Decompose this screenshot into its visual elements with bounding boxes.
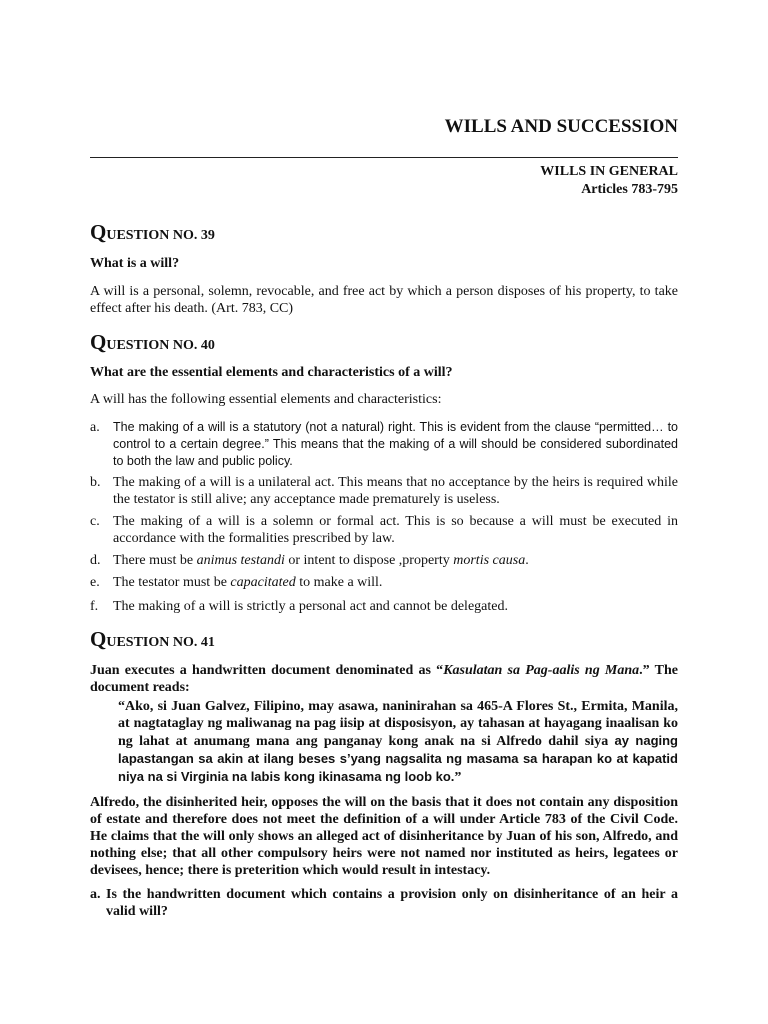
answer-40-intro: A will has the following essential elements and characteristics:: [90, 392, 442, 407]
list-item-text: The making of a will is a unilateral act. This means that no acceptance by the heirs is required while the testator is still alive; any acceptance made prematurely is useless.: [113, 475, 678, 507]
quote-text: “Ako, si Juan Galvez, Filipino, may asawa, naninirahan sa 465-A Flores St., Ermita, Manila, at nagtataglay ng maliwanag na pag iisip at disposisyon, ay tahasan at hayagang inaalisan ko ng lahat at anumang mana ang panganay kong anak na si Alfredo dahil siya: [118, 699, 678, 749]
latin-term: mortis causa: [453, 553, 526, 568]
section-subheading: [540, 163, 678, 199]
document-title: Kasulatan sa Pag-aalis ng Mana: [443, 663, 640, 678]
question-heading-39: [90, 221, 215, 247]
question-heading-initial: Q: [90, 627, 107, 651]
list-marker: f.: [90, 599, 99, 614]
list-marker: d.: [90, 553, 101, 568]
question-heading-initial: Q: [90, 220, 107, 244]
question-heading-rest: UESTION NO. 41: [106, 635, 215, 650]
text-run: There must be: [113, 553, 197, 568]
list-item-text: The making of a will is a solemn or formal act. This is so because a will must be executed in accordance with the formalities prescribed by law.: [113, 514, 678, 546]
text-run: .” The document reads:: [90, 663, 678, 695]
document-page: [90, 0, 678, 1024]
question-41-facts: Alfredo, the disinherited heir, opposes the will on the basis that it does not contain any disposition of estate and therefore does not meet the definition of a will under Article 783 of the Civil Code. He claims that the will only shows an alleged act of disinheritance by Juan of his son, Alfredo, and nothing else; that all other compulsory heirs were not named nor instituted as heirs, legatees or devisees, hence; there is preterition which would result in intestacy.: [90, 795, 678, 878]
list-item: [90, 513, 678, 547]
list-marker: e.: [90, 575, 100, 590]
list-item: [90, 598, 678, 615]
question-heading-41: [90, 628, 215, 654]
quote-text: ay naging lapastangan sa akin at ilang beses s’yang nagsalita ng masama sa harapan ko at kapatid niya na si Virginia na labis kong ikinasama ng loob ko.: [118, 733, 678, 784]
list-item-text: The making of a will is strictly a personal act and cannot be delegated.: [113, 599, 508, 614]
sub-question-text: Is the handwritten document which contains a provision only on disinheritance of an heir a valid will?: [106, 887, 678, 919]
list-item: [90, 574, 678, 591]
title-divider: [90, 157, 678, 158]
question-heading-initial: Q: [90, 330, 107, 354]
section-name: WILLS IN GENERAL: [540, 164, 678, 179]
section-articles: Articles 783-795: [581, 182, 678, 197]
list-item-text: The making of a will is a statutory (not a natural) right. This is evident from the clause “permitted… to control to a certain degree.” This means that the making of a will should be considered subordinated to both the law and public policy.: [113, 420, 678, 468]
question-heading-rest: UESTION NO. 40: [106, 338, 215, 353]
list-marker: a.: [90, 420, 100, 435]
question-41-intro: [90, 662, 678, 696]
quoted-document: [118, 698, 678, 786]
list-marker: b.: [90, 475, 101, 490]
list-item-text: [113, 574, 678, 591]
text-run: .: [525, 553, 529, 568]
sub-question: [90, 886, 678, 920]
text-run: or intent to dispose ,property: [284, 553, 454, 568]
answer-39-text: A will is a personal, solemn, revocable, and free act by which a person disposes of his property, to take effect after his death. (Art. 783, CC): [90, 284, 678, 316]
list-item: [90, 552, 678, 569]
text-run: to make a will.: [295, 575, 383, 590]
page-title: WILLS AND SUCCESSION: [444, 116, 678, 137]
emphasized-term: capacitated: [230, 575, 296, 590]
question-heading-40: [90, 331, 215, 357]
question-39-text: What is a will?: [90, 256, 180, 271]
list-marker: c.: [90, 514, 100, 529]
list-marker: a.: [90, 887, 101, 902]
list-item: [90, 419, 678, 470]
text-run: The testator must be: [113, 575, 231, 590]
question-heading-rest: UESTION NO. 39: [106, 228, 215, 243]
text-run: Juan executes a handwritten document denominated as “: [90, 663, 444, 678]
list-item-text: [113, 552, 678, 569]
latin-term: animus testandi: [196, 553, 285, 568]
quote-close: ”: [454, 770, 462, 785]
list-item: [90, 474, 678, 508]
question-40-text: What are the essential elements and characteristics of a will?: [90, 365, 453, 380]
